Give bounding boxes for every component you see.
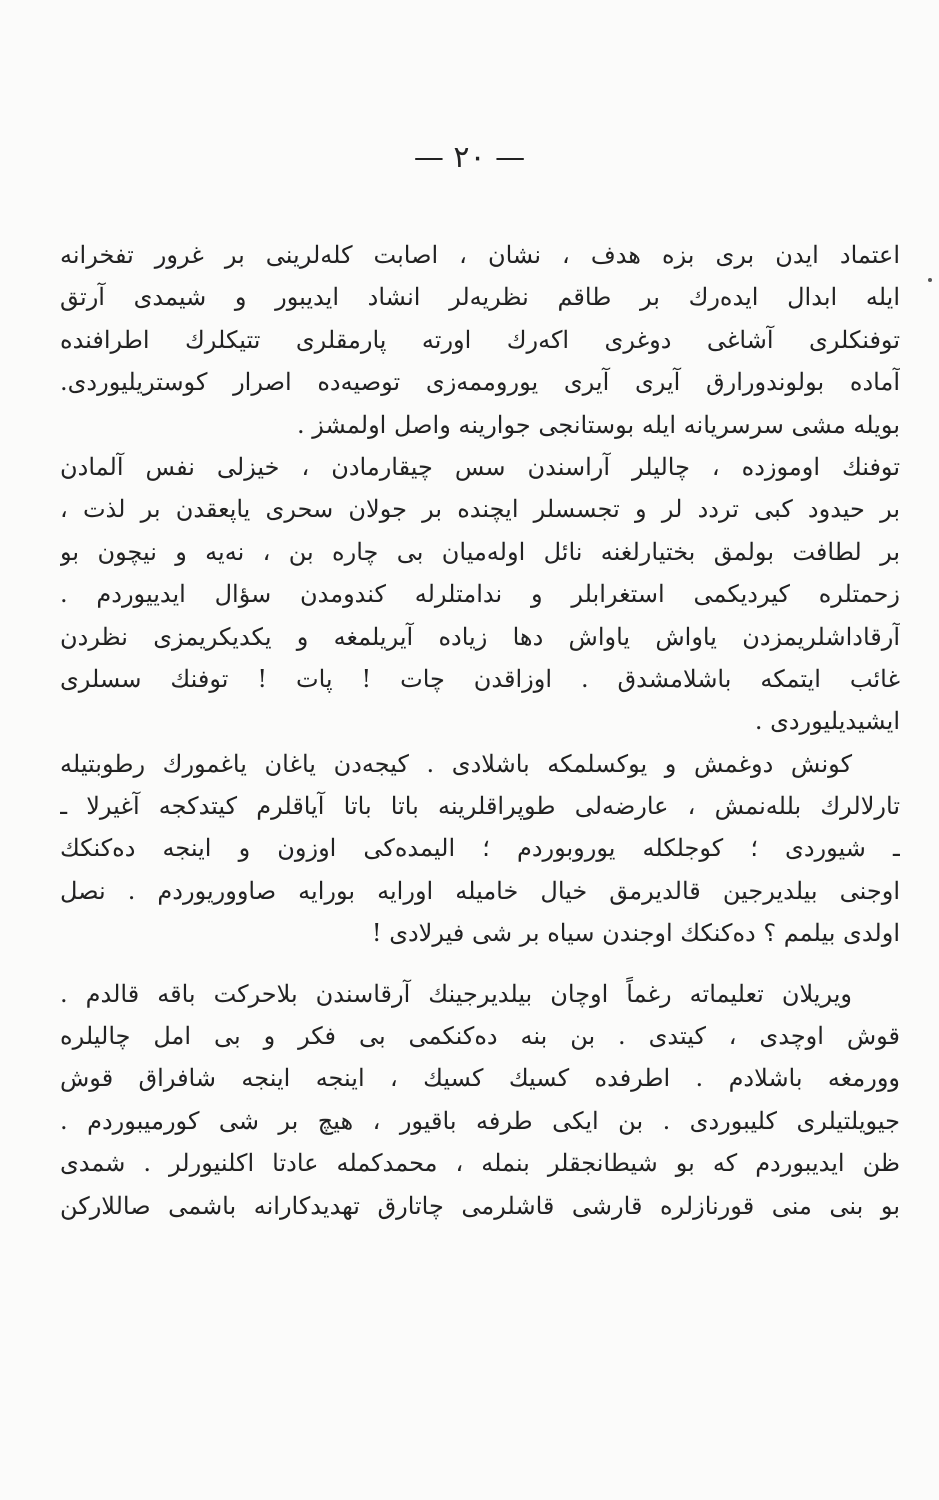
text-line: اعتماد ایدن بری بزه هدف ، نشان ، اصابت کله‌لرینی بر غرور تفخرانه	[60, 241, 900, 269]
text-line: غائب ایتمکه باشلامشدق . اوزاقدن چات ! پات ! توفنك سسلری	[60, 664, 900, 693]
text-line: اوجنی بیلدیرجین قالدیرمق خیال خامیله اورایه بورایه صاووریوردم . نصل	[60, 876, 900, 905]
text-line: زحمتلره کیردیکمی استغرابلر و ندامتلرله کندومدن سؤال ایدییوردم .	[60, 580, 900, 609]
page-number: — ٢٠ —	[413, 140, 526, 175]
text-line: جیویلتیلری کلیبوردی . بن ایکی طرفه باقیور ، هیچ بر شی کورمیبوردم .	[60, 1106, 900, 1135]
text-line: ظن ایدیبوردم که بو شیطانجقلر بنمله ، محمد‌کمله عادتا اکلنیورلر . شمدی	[60, 1149, 900, 1178]
text-line: اولدی بیلمم ؟ ده‌کنکك اوجندن سیاه بر شی فیرلادی !	[371, 919, 900, 948]
paragraph-gap	[60, 955, 900, 973]
text-line: توفنکلری آشاغی دوغری اکه‌رك اورته پارمقلری تتیکلرك اطرافنده	[60, 325, 900, 354]
text-line: کونش دوغمش و یوکسلمکه باشلادی . کیجه‌دن یاغان یاغمورك رطوبتیله	[60, 749, 852, 778]
text-line: وورمغه باشلادم . اطرفده کسیك کسیك ، اینجه اینجه شافراق قوش	[60, 1064, 900, 1093]
text-line: ایله ابدال ایده‌رك بر طاقم نظریه‌لر انشاد ایدیبور و شیمدی آرتق	[60, 283, 900, 312]
text-line: بویله مشی سرسریانه ایله بوستانجی جوارینه واصل اولمشز .	[296, 410, 900, 439]
text-line: آماده بولوندورارق آیری آیری یوروممه‌زی توصیه‌ده اصرار کوستریلیوردی.	[60, 368, 900, 397]
text-line: ایشیدیلیوردی .	[754, 707, 900, 736]
text-line: بر حیدود کبی تردد لر و تجسسلر ایچنده بر جولان سحری یاپعقدن بر لذت ،	[60, 495, 900, 524]
text-line: بر لطافت بولمق بختیارلغنه نائل اوله‌میان بی چاره بن ، نه‌یه و نیچون بو	[60, 537, 900, 566]
text-line: قوش اوچدی ، کیتدی . بن بنه ده‌کنکمی بی فکر و بی امل چالیلره	[60, 1022, 900, 1051]
text-line: تارلالرك بلله‌نمش ، عارضه‌لی طوپراقلرینه باتا باتا آیاقلرم کیتدکجه آغیرلا ـ	[60, 792, 900, 821]
margin-mark	[928, 278, 932, 282]
text-line: آرقاداشلریمزدن یاواش یاواش دها زیاده آیریلمغه و یکدیکریمزی نظردن	[60, 622, 900, 651]
text-line: ویریلان تعلیماته رغماً اوچان بیلدیرجینك آرقاسندن بلاحرکت باقه قالدم .	[60, 979, 852, 1008]
text-line: بو بنی منی قورنازلره قارشی قاشلرمی چاتارق تهدیدکارانه باشمی صاللارکن	[60, 1191, 900, 1220]
text-line: ـ شیوردی ؛ کوجلکله یوروبوردم ؛ الیمده‌کی اوزون و اینجه ده‌کنکك	[60, 834, 900, 863]
text-line: توفنك اوموزده ، چالیلر آراسندن سس چیقارمادن ، خیزلی نفس آلمادن	[60, 452, 900, 481]
body-text	[60, 234, 900, 1227]
